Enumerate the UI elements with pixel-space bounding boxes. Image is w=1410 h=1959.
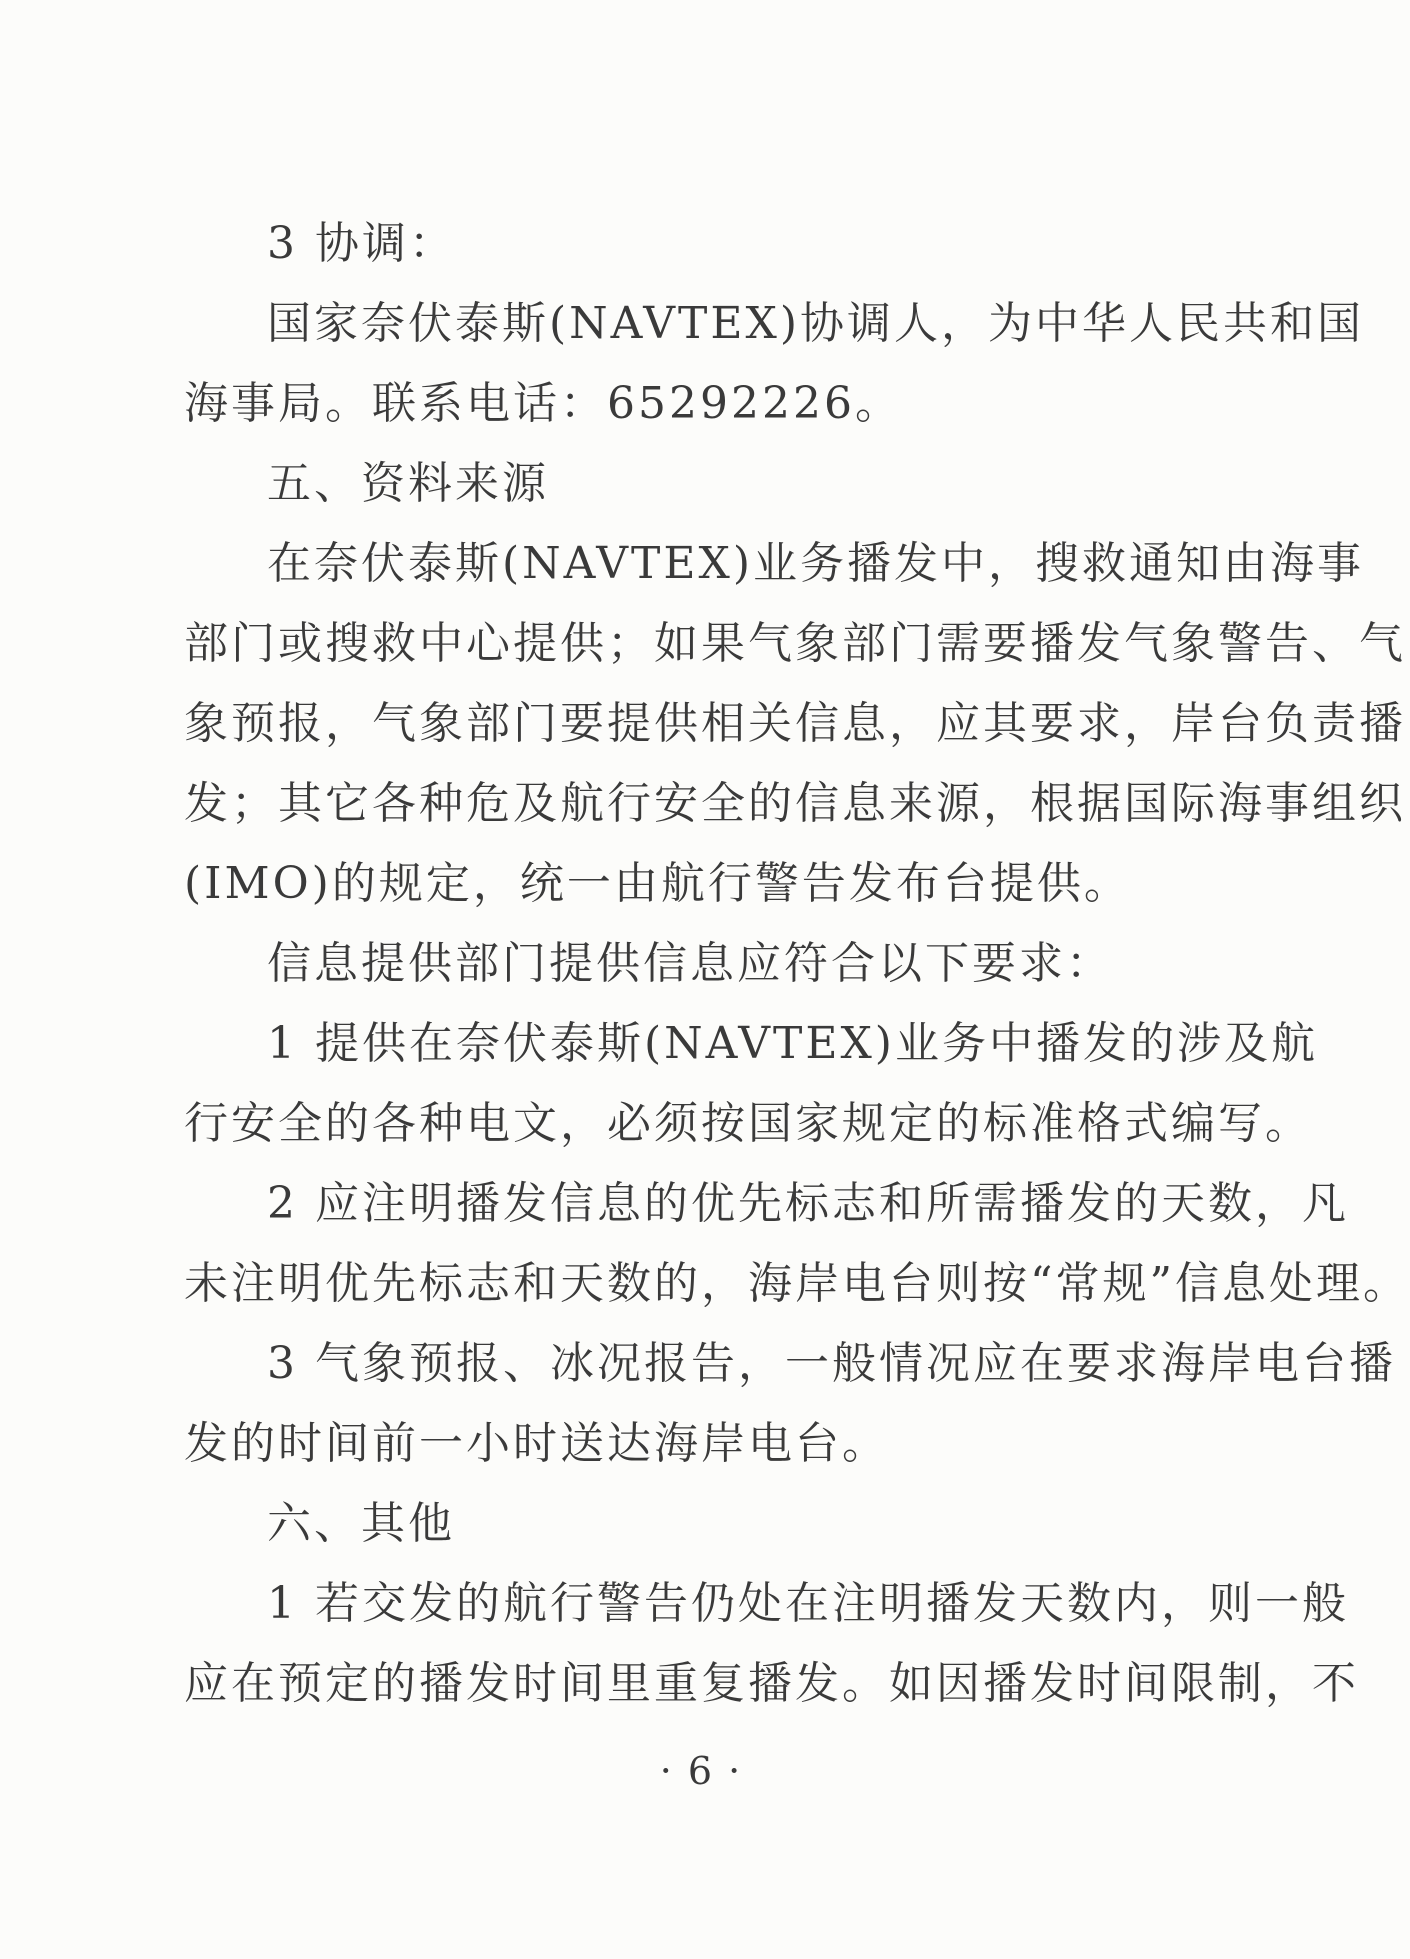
text-line: 在奈伏泰斯(NAVTEX)业务播发中，搜救通知由海事 (267, 538, 1364, 589)
text-line: 1 若交发的航行警告仍处在注明播发天数内，则一般 (267, 1578, 1349, 1629)
text-line: 国家奈伏泰斯(NAVTEX)协调人，为中华人民共和国 (267, 298, 1364, 349)
text-line: 1 提供在奈伏泰斯(NAVTEX)业务中播发的涉及航 (267, 1018, 1318, 1069)
text-line: 发；其它各种危及航行安全的信息来源，根据国际海事组织 (184, 778, 1406, 829)
section-heading: 五、资料来源 (267, 458, 549, 509)
page-number: · 6 · (659, 1749, 743, 1793)
text-line: 行安全的各种电文，必须按国家规定的标准格式编写。 (184, 1098, 1312, 1149)
text-line: 信息提供部门提供信息应符合以下要求： (267, 938, 1113, 989)
text-line: 部门或搜救中心提供；如果气象部门需要播发气象警告、气 (184, 618, 1406, 669)
text-line: 3 气象预报、冰况报告，一般情况应在要求海岸电台播 (267, 1338, 1396, 1389)
text-line: 未注明优先标志和天数的，海岸电台则按“常规”信息处理。 (184, 1258, 1410, 1309)
text-line: (IMO)的规定，统一由航行警告发布台提供。 (184, 858, 1131, 909)
text-line: 海事局。联系电话：65292226。 (184, 378, 902, 429)
section-heading: 六、其他 (267, 1498, 455, 1549)
text-line: 2 应注明播发信息的优先标志和所需播发的天数，凡 (267, 1178, 1349, 1229)
text-line: 应在预定的播发时间里重复播发。如因播发时间限制，不 (184, 1658, 1359, 1709)
text-line: 象预报，气象部门要提供相关信息，应其要求，岸台负责播 (184, 698, 1406, 749)
text-line: 3 协调： (267, 218, 456, 269)
text-line: 发的时间前一小时送达海岸电台。 (184, 1418, 889, 1469)
